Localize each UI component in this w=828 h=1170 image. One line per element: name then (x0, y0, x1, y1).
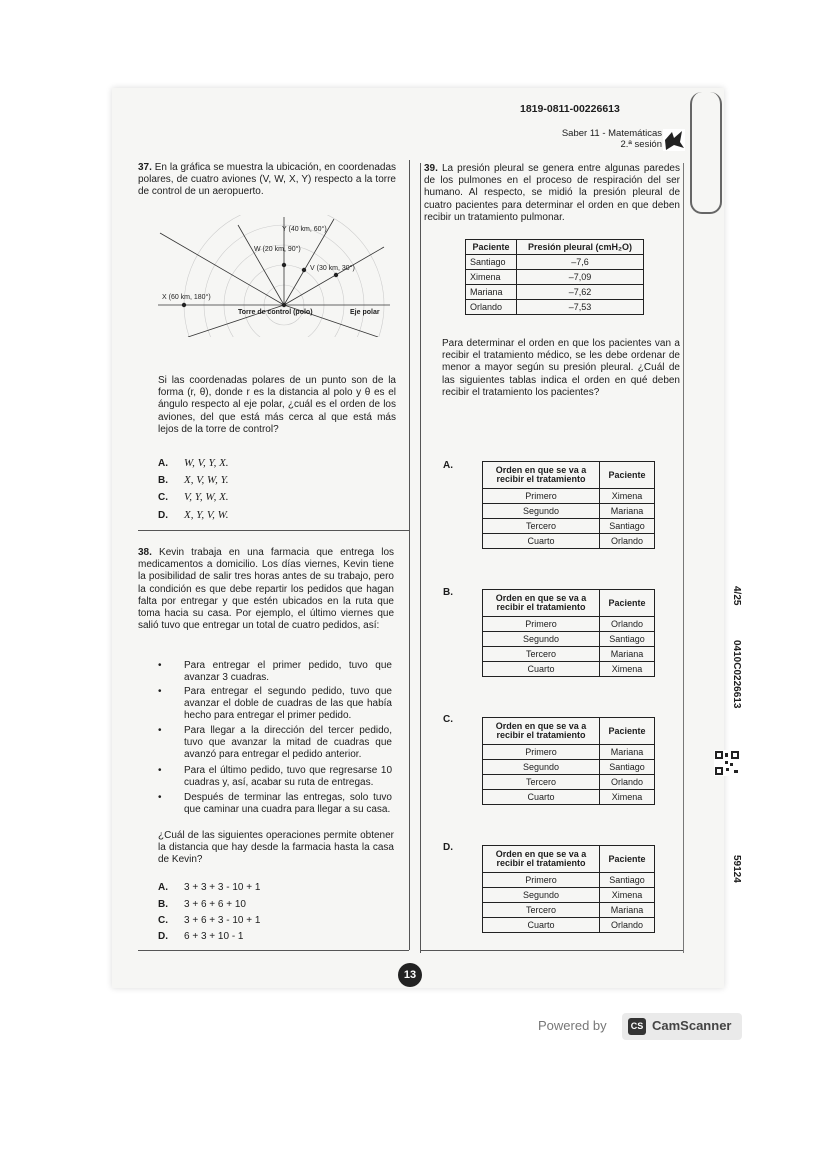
table-row: Primero Ximena (483, 489, 655, 504)
icfes-logo-icon (662, 128, 686, 152)
table-header: Presión pleural (cmH₂O) (517, 240, 644, 255)
table-row: Cuarto Ximena (483, 790, 655, 805)
q38-bullet: • Para el último pedido, tuvo que regresarse 10 cuadras y, así, acabar su ruta de entregas. (184, 765, 392, 789)
table-header: Orden en que se va a recibir el tratamiento (483, 846, 600, 873)
table-row: Cuarto Ximena (483, 662, 655, 677)
q38-option-b[interactable] (158, 898, 246, 911)
q39-number: 39. (424, 163, 438, 174)
camscanner-icon: CS (628, 1018, 646, 1035)
page-edge-rule (683, 163, 684, 953)
side-number: 59124 (731, 855, 742, 883)
table-row: Santiago –7,6 (466, 255, 644, 270)
side-fraction: 4/25 (731, 586, 742, 606)
option-text: X, Y, V, W. (184, 509, 229, 521)
side-code: 0410C0226613 (731, 640, 742, 709)
table-header: Paciente (600, 590, 655, 617)
label-X: X (60 km, 180°) (162, 294, 211, 301)
option-text: X, V, W, Y. (184, 474, 229, 486)
option-text: V, Y, W, X. (184, 491, 229, 503)
q39-option-c-label[interactable]: C. (443, 714, 453, 725)
camscanner-logo (622, 1013, 742, 1040)
q37-option-a[interactable] (158, 457, 229, 470)
table-header: Paciente (600, 462, 655, 489)
option-letter: C. (158, 915, 168, 926)
q37-option-d[interactable] (158, 509, 229, 522)
point-Y (302, 268, 306, 272)
table-header: Orden en que se va a recibir el tratamiento (483, 718, 600, 745)
option-letter: A. (158, 458, 168, 469)
table-header: Orden en que se va a recibir el tratamiento (483, 590, 600, 617)
header-subject (552, 128, 662, 150)
table-header: Paciente (600, 718, 655, 745)
q39-option-c-table[interactable] (482, 717, 655, 805)
bottom-divider (138, 950, 409, 951)
q38-bullet: • Para llegar a la dirección del tercer pedido, tuvo que avanzar la mitad de cuadras que avanzó para entregar el pedido anterior. (184, 725, 392, 762)
bottom-divider-right (420, 950, 683, 951)
subject-label: Saber 11 - Matemáticas (561, 128, 662, 139)
q37-question: Si las coordenadas polares de un punto son de la forma (r, θ), donde r es la distancia al polo y θ es el ángulo respecto al eje polar, ¿cuál es el orden de los aviones, del que está más cerca al que está más lejos de la torre de control? (158, 375, 396, 435)
q39-option-b-table[interactable] (482, 589, 655, 677)
option-letter: B. (158, 899, 168, 910)
polar-diagram (158, 215, 390, 337)
q38-text: Kevin trabaja en una farmacia que entrega los medicamentos a domicilio. Los días viernes, Kevin tiene la posibilidad de salir tres horas antes de su trabajo, pero la condición es que debe repartir los pedidos que hagan falta por entregar y que estén ubicados en la ruta que toma hacia su casa. Por ejemplo, el último viernes que salió tuvo que entregar un total de cuatro pedidos, así: (138, 547, 394, 632)
label-W: W (20 km, 90°) (254, 246, 301, 253)
question-divider (138, 530, 409, 531)
camscanner-brand: CamScanner (652, 1018, 732, 1033)
label-tower: Torre de control (polo) (238, 309, 313, 316)
label-V: V (30 km, 30°) (310, 265, 355, 272)
q39-question: Para determinar el orden en que los pacientes van a recibir el tratamiento médico, se les debe ordenar de menor a mayor según su presión pleural. ¿Cuál de las siguientes tablas indica el orden en qué deben recibir el tratamiento los pacientes? (442, 338, 680, 398)
session-label: 2.ª sesión (620, 139, 662, 150)
q39-option-b-label[interactable]: B. (443, 587, 453, 598)
point-W (282, 263, 286, 267)
option-text: 3 + 3 + 3 - 10 + 1 (184, 882, 261, 893)
page-number: 13 (398, 963, 422, 987)
option-letter: D. (158, 931, 168, 942)
q39-option-a-label[interactable]: A. (443, 460, 453, 471)
table-row: Segundo Santiago (483, 632, 655, 647)
table-row: Tercero Orlando (483, 775, 655, 790)
table-row: Mariana –7,62 (466, 285, 644, 300)
point-pole (282, 303, 286, 307)
table-row: Segundo Ximena (483, 888, 655, 903)
q37-number: 37. (138, 162, 152, 173)
q38-bullet: • Para entregar el segundo pedido, tuvo que avanzar el doble de cuadras de las que había hecho para entregar el primer pedido. (184, 686, 392, 723)
q39-text: La presión pleural se genera entre algunas paredes de los pulmones en el proceso de respiración del ser humano. Al respecto, se midió la presión pleural de cuatro pacientes para determinar el orden en que deben recibir un tratamiento pulmonar. (424, 163, 680, 223)
point-V (334, 273, 338, 277)
option-text: 3 + 6 + 3 - 10 + 1 (184, 915, 261, 926)
qr-code-icon (714, 750, 740, 776)
q39-option-a-table[interactable] (482, 461, 655, 549)
pressure-table (465, 239, 644, 315)
table-row: Cuarto Orlando (483, 534, 655, 549)
column-divider-right (420, 163, 421, 953)
table-row: Segundo Santiago (483, 760, 655, 775)
option-text: 6 + 3 + 10 - 1 (184, 931, 244, 942)
label-axis: Eje polar (350, 309, 380, 316)
powered-by-text: Powered by (538, 1018, 607, 1033)
q38-bullet: • Para entregar el primer pedido, tuvo que avanzar 3 cuadras. (184, 660, 392, 684)
option-letter: B. (158, 475, 168, 486)
table-header: Paciente (466, 240, 517, 255)
q38-intro (138, 547, 394, 632)
q38-bullet: • Después de terminar las entregas, solo tuvo que caminar una cuadra para llegar a su casa. (184, 792, 392, 816)
option-text: 3 + 6 + 6 + 10 (184, 899, 246, 910)
q37-option-c[interactable] (158, 491, 229, 504)
label-Y: Y (40 km, 60°) (282, 226, 327, 233)
table-row: Tercero Mariana (483, 647, 655, 662)
table-row: Ximena –7,09 (466, 270, 644, 285)
q37-text: En la gráfica se muestra la ubicación, en coordenadas polares, de cuatro aviones (V, W, X, Y) respecto a la torre de control de un aeropuerto. (138, 162, 397, 198)
q38-option-d[interactable] (158, 930, 244, 943)
table-row: Primero Orlando (483, 617, 655, 632)
q39-option-d-table[interactable] (482, 845, 655, 933)
option-letter: A. (158, 882, 168, 893)
q38-number: 38. (138, 547, 152, 558)
q38-question: ¿Cuál de las siguientes operaciones permite obtener la distancia que hay desde la farmacia hasta la casa de Kevin? (158, 830, 394, 866)
option-letter: C. (158, 492, 168, 503)
table-row: Orlando –7,53 (466, 300, 644, 315)
table-row: Primero Mariana (483, 745, 655, 760)
table-header: Paciente (600, 846, 655, 873)
q39-intro (424, 163, 680, 224)
column-divider (409, 160, 410, 950)
q37-intro (138, 162, 396, 199)
table-header: Orden en que se va a recibir el tratamiento (483, 462, 600, 489)
q39-option-d-label[interactable]: D. (443, 842, 453, 853)
option-text: W, V, Y, X. (184, 457, 229, 469)
table-row: Cuarto Orlando (483, 918, 655, 933)
q37-option-b[interactable] (158, 474, 229, 487)
table-row: Tercero Santiago (483, 519, 655, 534)
q38-option-a[interactable] (158, 881, 260, 894)
option-letter: D. (158, 510, 168, 521)
paper-clip (690, 92, 722, 214)
table-row: Primero Santiago (483, 873, 655, 888)
point-X (182, 303, 186, 307)
table-row: Segundo Mariana (483, 504, 655, 519)
table-row: Tercero Mariana (483, 903, 655, 918)
q38-option-c[interactable] (158, 914, 260, 927)
header-code: 1819-0811-00226613 (520, 103, 620, 115)
